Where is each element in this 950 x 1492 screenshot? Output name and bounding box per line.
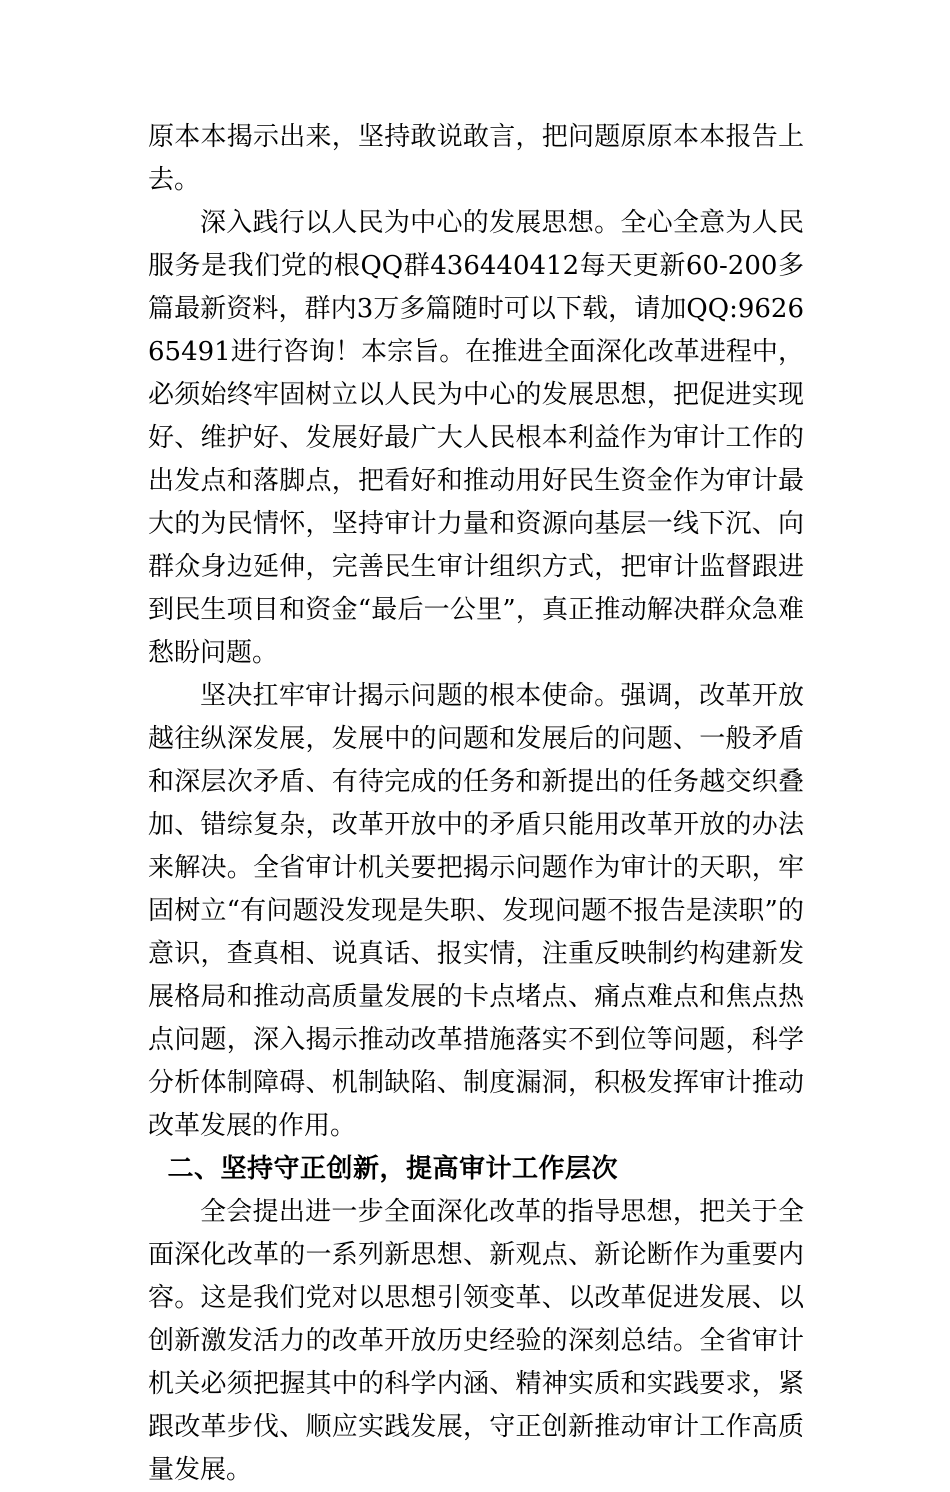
paragraph-people-centered: 深入践行以人民为中心的发展思想。全心全意为人民服务是我们党的根QQ群436440412每天更新60-200多篇最新资料，群内3万多篇随时可以下载，请加QQ:962665491进行咨询！本宗旨。在推进全面深化改革进程中，必须始终牢固树立以人民为中心的发展思想，把促进实现好、维护好、发展好最广大人民根本利益作为审计工作的出发点和落脚点，把看好和推动用好民生资金作为审计最大的为民情怀，坚持审计力量和资源向基层一线下沉、向群众身边延伸，完善民生审计组织方式，把审计监督跟进到民生项目和资金“最后一公里”，真正推动解决群众急难愁盼问题。 xyxy=(148,208,804,668)
document-page xyxy=(148,116,804,1492)
section-heading: 二、坚持守正创新，提高审计工作层次 xyxy=(167,1154,619,1184)
paragraph-continuation: 原本本揭示出来，坚持敢说敢言，把问题原原本本报告上去。 xyxy=(148,122,804,195)
paragraph-innovation: 全会提出进一步全面深化改革的指导思想，把关于全面深化改革的一系列新思想、新观点、新论断作为重要内容。这是我们党对以思想引领变革、以改革促进发展、以创新激发活力的改革开放历史经验的深刻总结。全省审计机关必须把握其中的科学内涵、精神实质和实践要求，紧跟改革步伐、顺应实践发展，守正创新推动审计工作高质量发展。 xyxy=(148,1197,804,1485)
paragraph-audit-mission: 坚决扛牢审计揭示问题的根本使命。强调，改革开放越往纵深发展，发展中的问题和发展后的问题、一般矛盾和深层次矛盾、有待完成的任务和新提出的任务越交织叠加、错综复杂，改革开放中的矛盾只能用改革开放的办法来解决。全省审计机关要把揭示问题作为审计的天职，牢固树立“有问题没发现是失职、发现问题不报告是渎职”的意识，查真相、说真话、报实情，注重反映制约构建新发展格局和推动高质量发展的卡点堵点、痛点难点和焦点热点问题，深入揭示推动改革措施落实不到位等问题，科学分析体制障碍、机制缺陷、制度漏洞，积极发挥审计推动改革发展的作用。 xyxy=(148,681,804,1141)
